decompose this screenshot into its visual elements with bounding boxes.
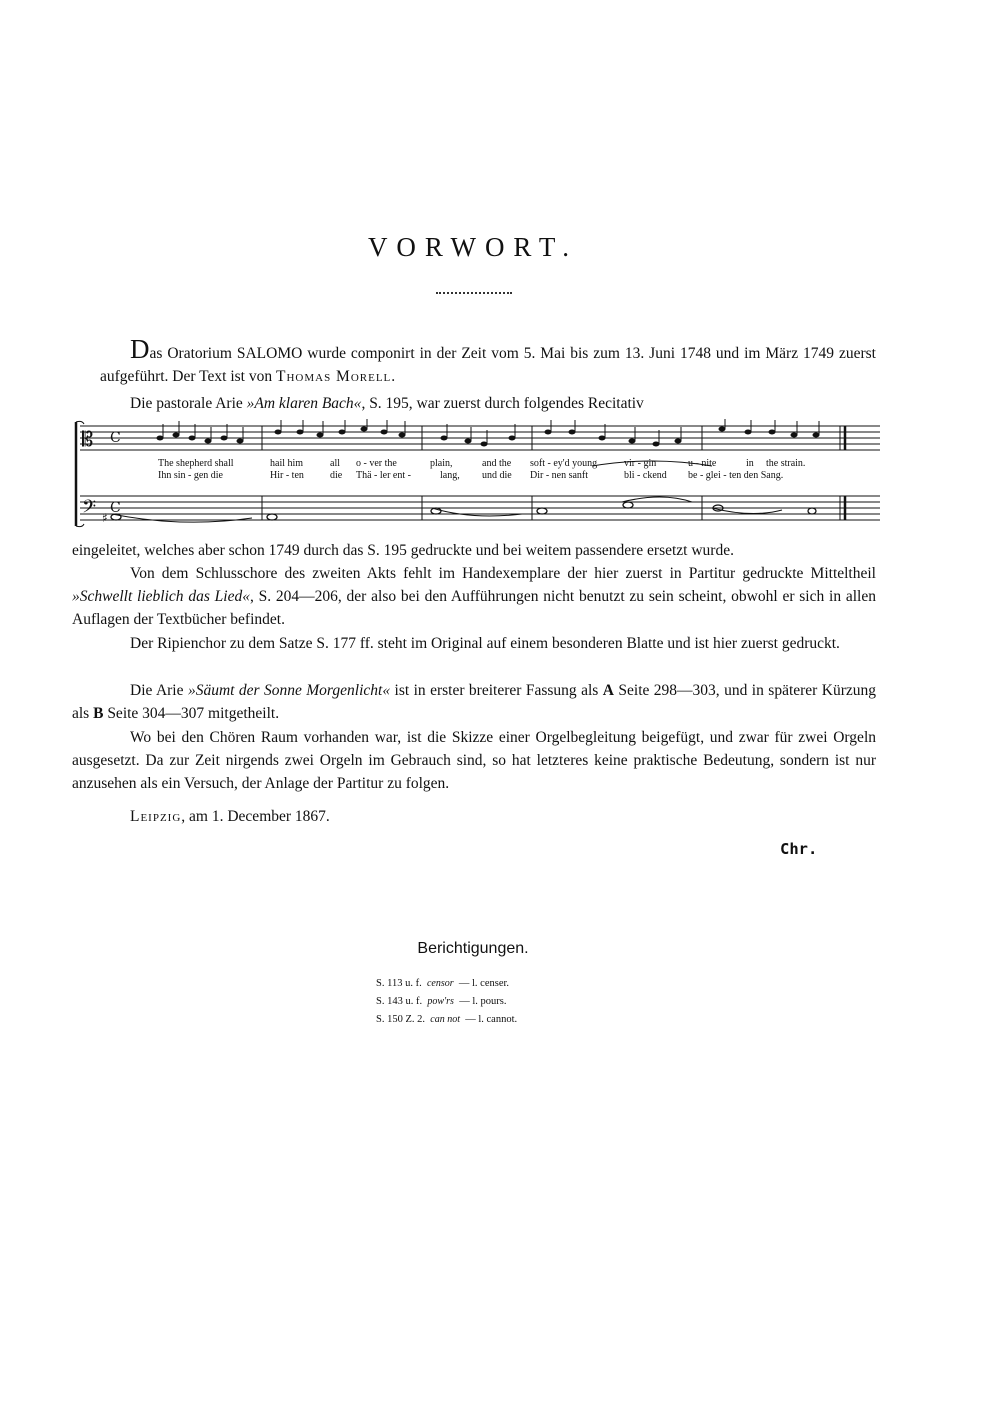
- lyric: lang,: [440, 470, 460, 481]
- p6-text-d: Seite 304—307 mitgetheilt.: [103, 705, 280, 722]
- version-a: A: [602, 682, 614, 699]
- paragraph-7: Wo bei den Chören Raum vorhanden war, ist die Skizze einer Orgelbegleitung beigefügt, und zwar für zwei Orgeln ausgesetzt. Da zur Zeit nirgends zwei Orgeln im Gebrauch sind, so hat letzteres keine praktische Bedeutung, sondern ist nur anzusehen als ein Versuch, der Anlage der Partitur zu folgen.: [72, 729, 876, 792]
- p4-text-a: Von dem Schlusschore des zweiten Akts fehlt im Handexemplare der hier zuerst in Partitur gedruckte Mitteltheil: [130, 565, 876, 582]
- correction-right: — l. censer.: [458, 978, 510, 989]
- correction-right: — l. cannot.: [465, 1014, 518, 1025]
- aria-title-2: »Säumt der Sonne Morgenlicht«: [187, 682, 391, 699]
- lyric: in: [746, 458, 754, 469]
- p6-text-a: Die Arie: [130, 682, 188, 699]
- lyric: u - nite: [688, 458, 717, 469]
- correction-item: [376, 1014, 517, 1025]
- p4-text-b: , S. 204—206, der also bei den Aufführungen nicht benutzt zu sein scheint, obwohl er sich in allen Auflagen der Textbücher befindet.: [72, 588, 876, 628]
- aria-title: »Am klaren Bach«: [246, 395, 362, 412]
- paragraph-6: [72, 679, 876, 725]
- svg-text:♯: ♯: [102, 511, 108, 525]
- correction-wrong: censor: [426, 978, 454, 989]
- svg-text:C: C: [110, 430, 121, 446]
- lyric: vir - gin: [624, 458, 657, 469]
- lyric: and the: [482, 458, 512, 469]
- title-ornament: [436, 292, 512, 294]
- correction-item: [376, 978, 509, 989]
- date: , am 1. December 1867.: [181, 808, 330, 825]
- lyric: Dir - nen sanft: [530, 470, 589, 481]
- signature: Chr.: [780, 840, 818, 858]
- correction-wrong: pow'rs: [427, 996, 454, 1007]
- paragraph-4: [72, 562, 876, 631]
- lyric: o - ver the: [356, 458, 397, 469]
- svg-text:𝄢: 𝄢: [82, 497, 97, 522]
- movement-title: »Schwellt lieblich das Lied«: [72, 588, 250, 605]
- p2-text-a: Die pastorale Arie: [130, 395, 247, 412]
- correction-right: — l. pours.: [459, 996, 507, 1007]
- lyric: soft - ey'd young: [530, 458, 598, 469]
- correction-wrong: can not: [430, 1014, 460, 1025]
- correction-item: [376, 996, 506, 1007]
- lyric: plain,: [430, 458, 453, 469]
- correction-ref: S. 143 u. f.: [376, 996, 423, 1007]
- p2-text-b: , S. 195, war zuerst durch folgendes Recitativ: [361, 395, 644, 412]
- page-title: VORWORT.: [367, 232, 579, 262]
- drop-cap: D: [130, 334, 150, 364]
- correction-ref: S. 150 Z. 2.: [376, 1014, 426, 1025]
- paragraph-1: [100, 334, 876, 388]
- lyric: Hir - ten: [270, 470, 304, 481]
- paragraph-2: [100, 392, 876, 415]
- lyric: und die: [482, 470, 512, 481]
- lyric: Ihn sin - gen die: [158, 470, 223, 481]
- place-date: [130, 808, 330, 826]
- lyric: hail him: [270, 458, 304, 469]
- lyric: the strain.: [766, 458, 806, 469]
- author-name: Thomas Morell: [275, 368, 392, 385]
- lyric: all: [330, 458, 340, 469]
- p1-text: as Oratorium SALOMO wurde componirt in der Zeit vom 5. Mai bis zum 13. Juni 1748 und im März 1749 zuerst aufgeführt. Der Text ist von: [100, 345, 876, 385]
- p6-text-b: ist in erster breiterer Fassung als: [390, 682, 603, 699]
- paragraph-5: Der Ripienchor zu dem Satze S. 177 ff. steht im Original auf einem besonderen Blatte und ist hier zuerst gedruckt.: [130, 635, 840, 652]
- lyric: The shepherd shall: [158, 458, 234, 469]
- lyric: Thä - ler ent -: [356, 470, 411, 481]
- lyric: bli - ckend: [624, 470, 667, 481]
- svg-text:C: C: [110, 500, 121, 516]
- svg-text:𝄡: 𝄡: [82, 427, 94, 451]
- lyric: be - glei - ten den Sang.: [688, 470, 784, 481]
- correction-ref: S. 113 u. f.: [376, 978, 422, 989]
- p1-end: .: [391, 368, 396, 385]
- paragraph-3: eingeleitet, welches aber schon 1749 durch das S. 195 gedruckte und bei weitem passendere ersetzt wurde.: [72, 542, 734, 559]
- p6-text-c: Seite 298—303, und in späterer Kürzung als: [72, 682, 877, 722]
- corrections-title: Berichtigungen.: [417, 940, 529, 957]
- place-name: Leipzig: [130, 808, 182, 825]
- lyric: die: [330, 470, 343, 481]
- version-b: B: [93, 705, 104, 722]
